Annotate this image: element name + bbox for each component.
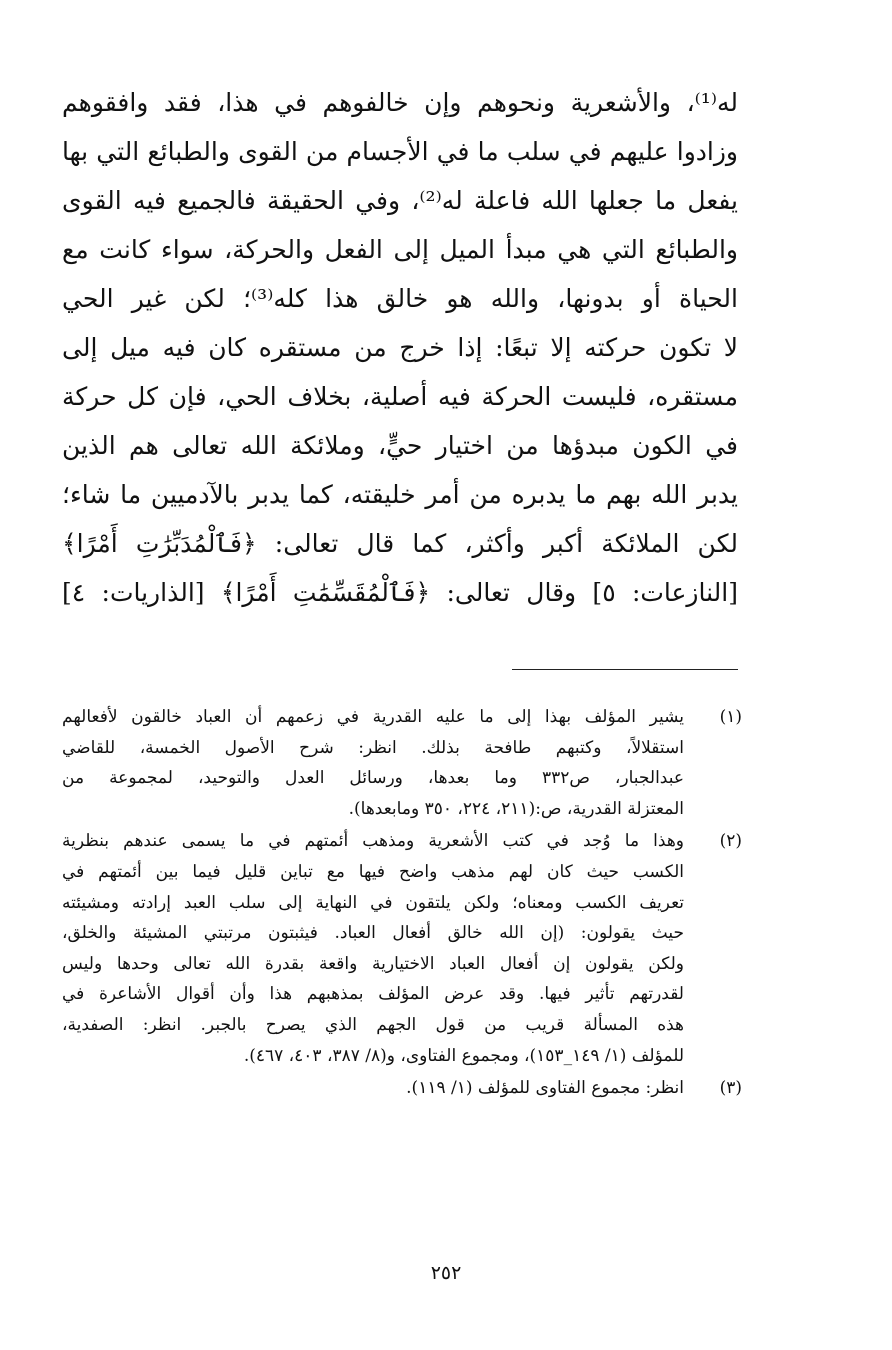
main-text-block bbox=[62, 78, 738, 617]
footnote-line: هذه المسألة قريب من قول الجهم الذي يصرح بالجبر. انظر: الصفدية، bbox=[62, 1014, 684, 1035]
footnote-line: تعريف الكسب ومعناه؛ ولكن يلتقون في النهاية إلى سلب العبد إرادته ومشيئته bbox=[62, 892, 684, 913]
footnote-line: لقدرتهم تأثير فيها. وقد عرض المؤلف بمذهبهم هذا وأن أقوال الأشاعرة في bbox=[62, 984, 684, 1005]
main-text-line: له⁽¹⁾، والأشعرية ونحوهم وإن خالفوهم في هذا، فقد وافقوهم bbox=[62, 88, 738, 117]
footnote bbox=[62, 1073, 742, 1104]
footnote-line: استقلالاً، وكتبهم طافحة بذلك. انظر: شرح الأصول الخمسة، للقاضي bbox=[62, 737, 684, 758]
footnote-body bbox=[62, 826, 684, 1071]
main-text-line: الحياة أو بدونها، والله هو خالق هذا كله⁽³⁾؛ لكن غير الحي bbox=[62, 284, 738, 313]
footnote-number: (٢) bbox=[719, 831, 742, 852]
footnote-line: المعتزلة القدرية، ص:(٢١١، ٢٢٤، ٣٥٠ ومابعدها). bbox=[348, 798, 684, 819]
footnote-number: (١) bbox=[719, 707, 742, 727]
footnote-line: يشير المؤلف بهذا إلى ما عليه القدرية في زعمهم أن العباد خالقون لأفعالهم bbox=[62, 707, 684, 727]
main-text-line: في الكون مبدؤها من اختيار حيٍّ، وملائكة الله تعالى هم الذين bbox=[62, 431, 738, 460]
footnote bbox=[62, 826, 742, 1071]
footnote-line: حيث يقولون: (إن الله خالق أفعال العباد. فيثبتون مرتبتي المشيئة والخلق، bbox=[62, 923, 684, 944]
main-text-line: [النازعات: ٥] وقال تعالى: ﴿فَٱلْمُقَسِّمَٰتِ أَمْرًا﴾ [الذاريات: ٤] bbox=[62, 578, 738, 607]
main-text-line: لكن الملائكة أكبر وأكثر، كما قال تعالى: ﴿فَٱلْمُدَبِّرَٰتِ أَمْرًا﴾ bbox=[62, 529, 738, 558]
main-text-line: يفعل ما جعلها الله فاعلة له⁽²⁾، وفي الحقيقة فالجميع فيه القوى bbox=[62, 186, 738, 215]
footnote-line: الكسب حيث كان لهم مذهب واضح فيها مع تباين قليل فيما بين أئمتهم في bbox=[62, 861, 684, 882]
footnote-body bbox=[62, 702, 684, 824]
main-text-line: يدبر الله بهم ما يدبره من أمر خليقته، كما يدبر بالآدميين ما شاء؛ bbox=[62, 480, 738, 509]
main-text-line: لا تكون حركته إلا تبعًا: إذا خرج من مستقره كان فيه ميل إلى bbox=[62, 333, 738, 362]
main-text-line: وزادوا عليهم في سلب ما في الأجسام من القوى والطبائع التي بها bbox=[62, 137, 738, 166]
footnotes-block bbox=[62, 702, 742, 1106]
main-text-line: والطبائع التي هي مبدأ الميل إلى الفعل والحركة، سواء كانت مع bbox=[62, 235, 738, 264]
footnote-number: (٣) bbox=[719, 1078, 742, 1099]
page-number: ٢٥٢ bbox=[430, 1262, 462, 1284]
footnote-line: عبدالجبار، ص٣٣٢ وما بعدها، ورسائل العدل والتوحيد، لمجموعة من bbox=[62, 768, 684, 789]
footnote-line: للمؤلف (١/ ١٤٩_١٥٣)، ومجموع الفتاوى، و(٨/ ٣٨٧، ٤٠٣، ٤٦٧). bbox=[243, 1045, 684, 1066]
main-text-line: مستقره، فليست الحركة فيه أصلية، بخلاف الحي، فإن كل حركة bbox=[62, 382, 738, 411]
footnote bbox=[62, 702, 742, 824]
footnote-separator bbox=[512, 669, 738, 670]
footnote-body bbox=[62, 1073, 684, 1104]
footnote-line: ولكن يقولون إن أفعال العباد الاختيارية واقعة بقدرة الله تعالى وحدها وليس bbox=[62, 953, 684, 974]
footnote-line: انظر: مجموع الفتاوى للمؤلف (١/ ١١٩). bbox=[406, 1078, 684, 1099]
footnote-line: وهذا ما وُجد في كتب الأشعرية ومذهب أئمتهم في ما يسمى عندهم بنظرية bbox=[62, 831, 684, 852]
